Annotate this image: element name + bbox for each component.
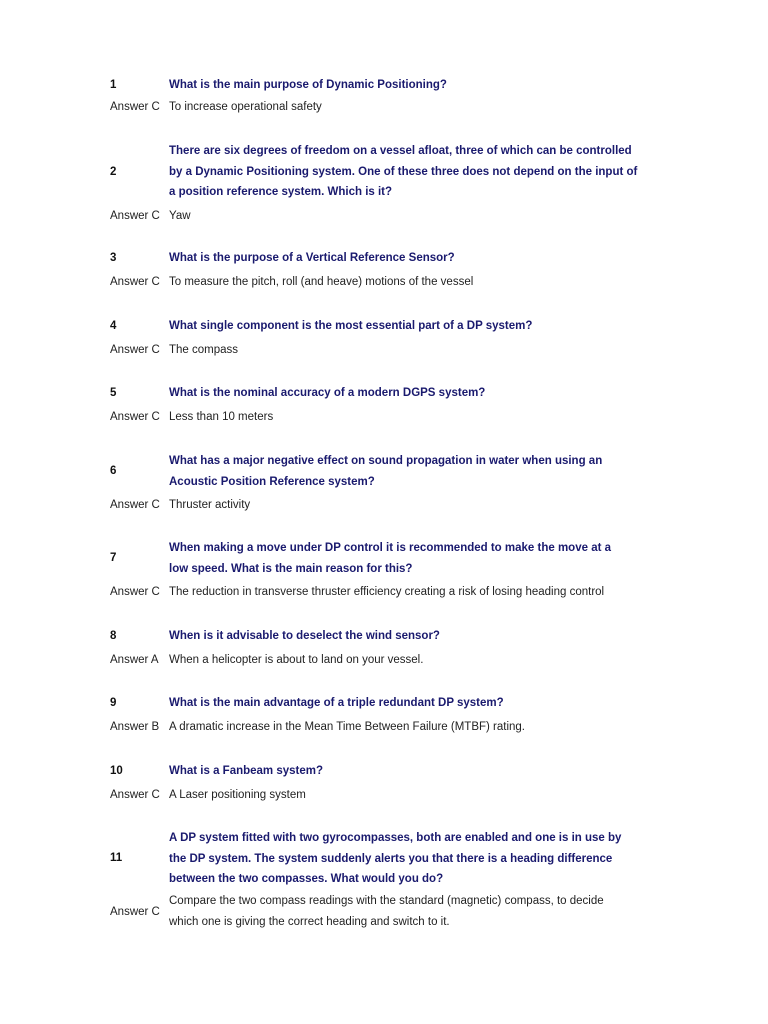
question-text: When making a move under DP control it is recommended to make the move at a low speed. What is the main reason for this? <box>169 542 612 575</box>
answer-label: Answer C <box>110 344 160 356</box>
answer-text: The reduction in transverse thruster efficiency creating a risk of losing heading control <box>169 586 605 598</box>
question-text: What is the main purpose of Dynamic Positioning? <box>169 79 447 91</box>
question-number: 5 <box>110 387 117 399</box>
question-text: A DP system fitted with two gyrocompasses, both are enabled and one is in use by the DP system. The system suddenly alerts you that there is a heading difference between the two compasses. What would you do? <box>169 832 622 885</box>
question-number: 3 <box>110 252 117 264</box>
answer-text: Yaw <box>169 210 191 222</box>
answer-text: A Laser positioning system <box>169 789 306 801</box>
answer-text: Thruster activity <box>169 499 251 511</box>
question-number: 11 <box>110 852 123 864</box>
question-text: What is the nominal accuracy of a modern DGPS system? <box>169 387 486 399</box>
question-number: 8 <box>110 630 117 642</box>
question-number: 2 <box>110 166 117 178</box>
answer-label: Answer C <box>110 276 160 288</box>
answer-label: Answer C <box>110 411 160 423</box>
question-text: What has a major negative effect on sound propagation in water when using an Acoustic Position Reference system? <box>169 455 603 488</box>
answer-label: Answer C <box>110 586 160 598</box>
question-number: 6 <box>110 465 117 477</box>
question-number: 4 <box>110 320 117 332</box>
question-number: 10 <box>110 765 123 777</box>
question-text: There are six degrees of freedom on a vessel afloat, three of which can be controlled by a Dynamic Positioning system. One of these three does not depend on the input of a position reference system. Which is it? <box>169 145 638 198</box>
question-text: What is the main advantage of a triple redundant DP system? <box>169 697 504 709</box>
question-number: 7 <box>110 552 117 564</box>
answer-text: The compass <box>169 344 239 356</box>
answer-label: Answer A <box>110 654 159 666</box>
answer-label: Answer C <box>110 101 160 113</box>
question-text: What single component is the most essential part of a DP system? <box>169 320 533 332</box>
answer-label: Answer C <box>110 210 160 222</box>
answer-label: Answer C <box>110 789 160 801</box>
answer-label: Answer C <box>110 499 160 511</box>
question-text: What is a Fanbeam system? <box>169 765 324 777</box>
answer-label: Answer C <box>110 906 160 918</box>
answer-text: When a helicopter is about to land on your vessel. <box>169 654 424 666</box>
answer-label: Answer B <box>110 721 160 733</box>
answer-text: Less than 10 meters <box>169 411 274 423</box>
question-text: When is it advisable to deselect the wind sensor? <box>169 630 440 642</box>
answer-text: Compare the two compass readings with the standard (magnetic) compass, to decide which one is giving the correct heading and switch to it. <box>169 895 604 928</box>
answer-text: To measure the pitch, roll (and heave) motions of the vessel <box>169 276 474 288</box>
answer-text: A dramatic increase in the Mean Time Between Failure (MTBF) rating. <box>169 721 526 733</box>
answer-text: To increase operational safety <box>169 101 322 113</box>
question-number: 1 <box>110 79 117 91</box>
question-number: 9 <box>110 697 117 709</box>
question-text: What is the purpose of a Vertical Reference Sensor? <box>169 252 455 264</box>
